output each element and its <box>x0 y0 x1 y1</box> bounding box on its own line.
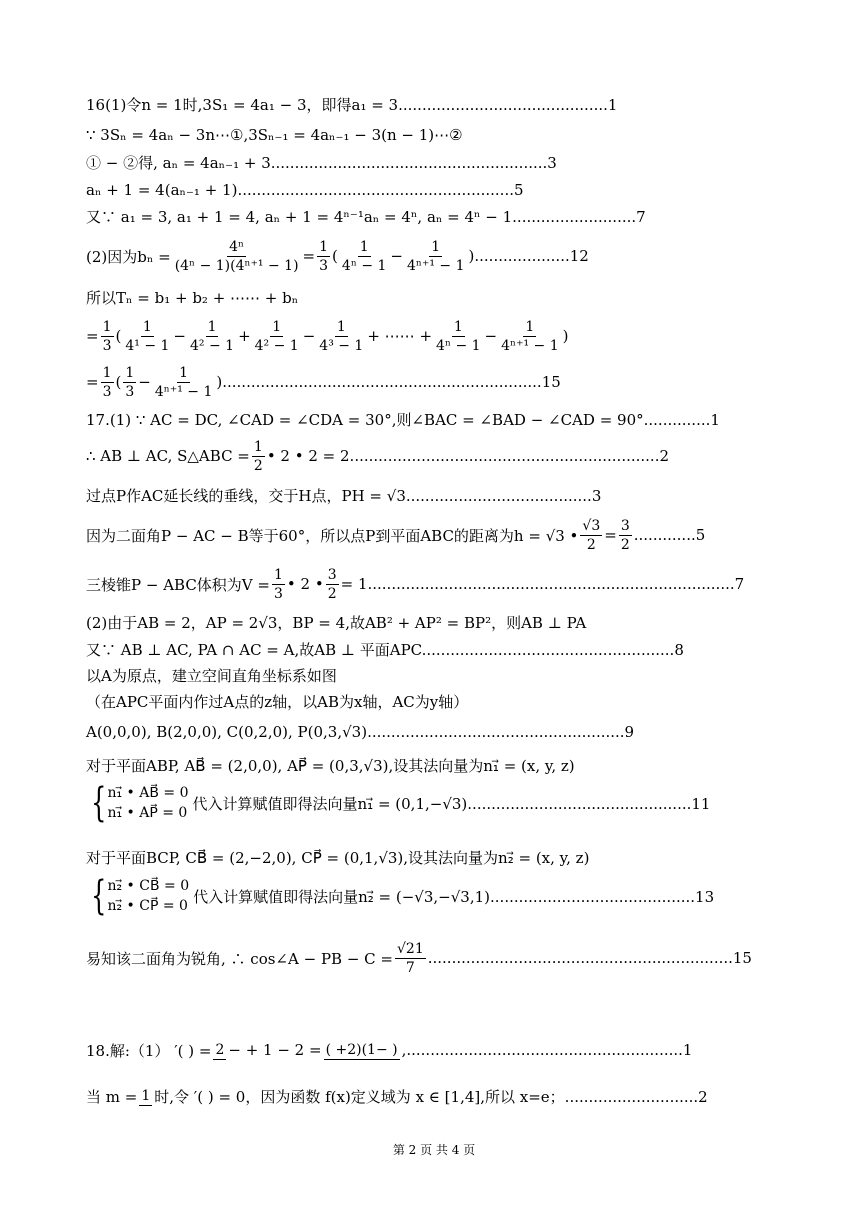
equation-line <box>86 936 752 980</box>
fraction: $\frac{1}{3}$ <box>102 318 112 354</box>
text: .............5 <box>633 526 706 544</box>
text: = <box>86 373 99 391</box>
brace: { <box>91 780 107 826</box>
text-line: 对于平面BCP, CB⃗ = (2,−2,0), CP⃗ = (0,1,√3),设其法向量为n₂⃗ = (x, y, z) <box>86 849 590 867</box>
text-line: 所以Tₙ = b₁ + b₂ + ⋯⋯ + bₙ <box>86 289 299 307</box>
text: (2)因为bₙ = <box>86 247 171 266</box>
text-line: aₙ + 1 = 4(aₙ₋₁ + 1)..........................................................5 <box>86 181 524 199</box>
fraction: $\frac{1}{\text{4ⁿ − 1}}$ <box>436 318 481 354</box>
text-line: 16(1)令n = 1时,3S₁ = 4a₁ − 3，即得a₁ = 3............................................1 <box>86 96 618 114</box>
fraction: $\frac{1}{3}$ <box>319 238 329 274</box>
brace: { <box>91 873 107 919</box>
text: = <box>86 327 99 345</box>
text: − <box>173 327 186 345</box>
text: + ⋯⋯ + <box>367 327 433 345</box>
text-line: 17.(1) ∵ AC = DC, ∠CAD = ∠CDA = 30°,则∠BAC = ∠BAD − ∠CAD = 90°..............1 <box>86 411 720 429</box>
fraction: $\frac{1}{\text{4¹ − 1}}$ <box>125 318 170 354</box>
text: − <box>484 327 498 345</box>
fraction: $\frac{1}{\text{4³ − 1}}$ <box>319 318 364 354</box>
fraction: $\frac{1}{\text{4ⁿ⁺¹ − 1}}$ <box>154 364 213 400</box>
text-line: 又∵ AB ⊥ AC, PA ∩ AC = A,故AB ⊥ 平面APC.....................................................8 <box>86 641 684 659</box>
text: n₂⃗ • CB⃗ = 0 <box>107 878 190 894</box>
system-rows <box>107 783 188 823</box>
system-rows <box>107 876 189 916</box>
text: ,..........................................................1 <box>401 1041 693 1059</box>
fraction: $\frac{√3}{2}$ <box>582 517 601 553</box>
equation-line <box>86 360 561 404</box>
text: − <box>390 247 403 265</box>
text: 当 m = <box>86 1087 138 1106</box>
fraction: ( +2)(1− ) <box>325 1041 398 1058</box>
text: )...................................................................15 <box>216 373 561 391</box>
text: • 2 • <box>286 575 324 593</box>
text: 代入计算赋值即得法向量n₁⃗ = (0,1,−√3)...............................................11 <box>192 794 711 813</box>
fraction: $\frac{1}{\text{4ⁿ − 1}}$ <box>341 238 387 274</box>
page-footer: 第 2 页 共 4 页 <box>392 1143 476 1157</box>
text: = <box>302 247 316 265</box>
text: n₁⃗ • AB⃗ = 0 <box>107 785 189 801</box>
fraction: $\frac{1}{3}$ <box>102 364 112 400</box>
text-line: （在APC平面内作过A点的z轴，以AB为x轴，AC为y轴） <box>86 693 469 711</box>
fraction: $\frac{1}{3}$ <box>273 566 283 602</box>
fraction: $\frac{√21}{7}$ <box>396 940 424 976</box>
text: 18.解:（1） ′( ) = <box>86 1041 212 1060</box>
equation-line <box>86 562 744 606</box>
equation-line <box>86 1074 708 1118</box>
text: n₂⃗ • CP⃗ = 0 <box>107 898 188 914</box>
text: − + 1 − 2 = <box>228 1041 322 1059</box>
fraction: 2 <box>215 1041 225 1058</box>
text: + <box>238 327 251 345</box>
text: • 2 • 2 = 2.................................................................2 <box>266 447 670 465</box>
equation-line <box>86 314 569 358</box>
fraction: $\frac{\text{4ⁿ}}{\text{(4ⁿ − 1)(4ⁿ⁺¹ − 1)}}$ <box>174 238 299 274</box>
text: − <box>302 327 316 345</box>
text: 时,令 ′( ) = 0，因为函数 f(x)定义域为 x ∈ [1,4],所以 x=e；............................2 <box>154 1087 708 1106</box>
fraction: $\frac{1}{3}$ <box>125 364 135 400</box>
equation-system <box>86 873 715 919</box>
text: ( <box>115 373 122 391</box>
text-line: (2)由于AB = 2，AP = 2√3，BP = 4,故AB² + AP² = BP²，则AB ⊥ PA <box>86 614 587 632</box>
fraction: $\frac{1}{2}$ <box>253 438 263 474</box>
fraction: $\frac{3}{2}$ <box>327 566 337 602</box>
fraction: $\frac{1}{\text{4² − 1}}$ <box>254 318 299 354</box>
text-line: ① − ②得, aₙ = 4aₙ₋₁ + 3..........................................................3 <box>86 154 557 172</box>
text: n₁⃗ • AP⃗ = 0 <box>107 805 188 821</box>
text: ) <box>562 327 569 345</box>
fraction: $\frac{1}{\text{4ⁿ⁺¹ − 1}}$ <box>407 238 465 274</box>
text: ( <box>115 327 122 345</box>
text: ∴ AB ⊥ AC, S△ABC = <box>86 447 250 465</box>
equation-system <box>86 780 711 826</box>
equation-line <box>86 434 669 478</box>
text: )....................12 <box>468 247 589 265</box>
fraction: $\frac{3}{2}$ <box>620 517 630 553</box>
text-line: 过点P作AC延长线的垂线，交于H点，PH = √3.......................................3 <box>86 487 602 505</box>
text: = 1.............................................................................7 <box>340 575 745 593</box>
text: 三棱锥P − ABC体积为V = <box>86 575 270 594</box>
equation-line <box>86 1028 692 1072</box>
fraction: $\frac{1}{\text{4ⁿ⁺¹ − 1}}$ <box>501 318 559 354</box>
equation-line <box>86 234 589 278</box>
text: − <box>138 373 151 391</box>
text-line: A(0,0,0), B(2,0,0), C(0,2,0), P(0,3,√3)......................................................9 <box>86 723 635 741</box>
text: 代入计算赋值即得法向量n₂⃗ = (−√3,−√3,1)...........................................13 <box>193 887 715 906</box>
text-line: 以A为原点，建立空间直角坐标系如图 <box>86 667 337 685</box>
fraction: $\frac{1}{\text{4² − 1}}$ <box>190 318 235 354</box>
text-line: 又∵ a₁ = 3, a₁ + 1 = 4, aₙ + 1 = 4ⁿ⁻¹aₙ = 4ⁿ, aₙ = 4ⁿ − 1..........................7 <box>86 208 646 226</box>
text-line: 对于平面ABP, AB⃗ = (2,0,0), AP⃗ = (0,3,√3),设其法向量为n₁⃗ = (x, y, z) <box>86 757 575 775</box>
text: ( <box>332 247 338 265</box>
text-line: ∵ 3Sₙ = 4aₙ − 3n⋯①,3Sₙ₋₁ = 4aₙ₋₁ − 3(n − 1)⋯② <box>86 126 463 144</box>
text: 易知该二面角为锐角, ∴ cos∠A − PB − C = <box>86 949 393 968</box>
equation-line <box>86 513 705 557</box>
text: 因为二面角P − AC − B等于60°，所以点P到平面ABC的距离为h = √3 • <box>86 526 579 545</box>
text: = <box>604 526 617 544</box>
fraction: 1 <box>141 1087 151 1104</box>
text: ................................................................15 <box>427 949 752 967</box>
